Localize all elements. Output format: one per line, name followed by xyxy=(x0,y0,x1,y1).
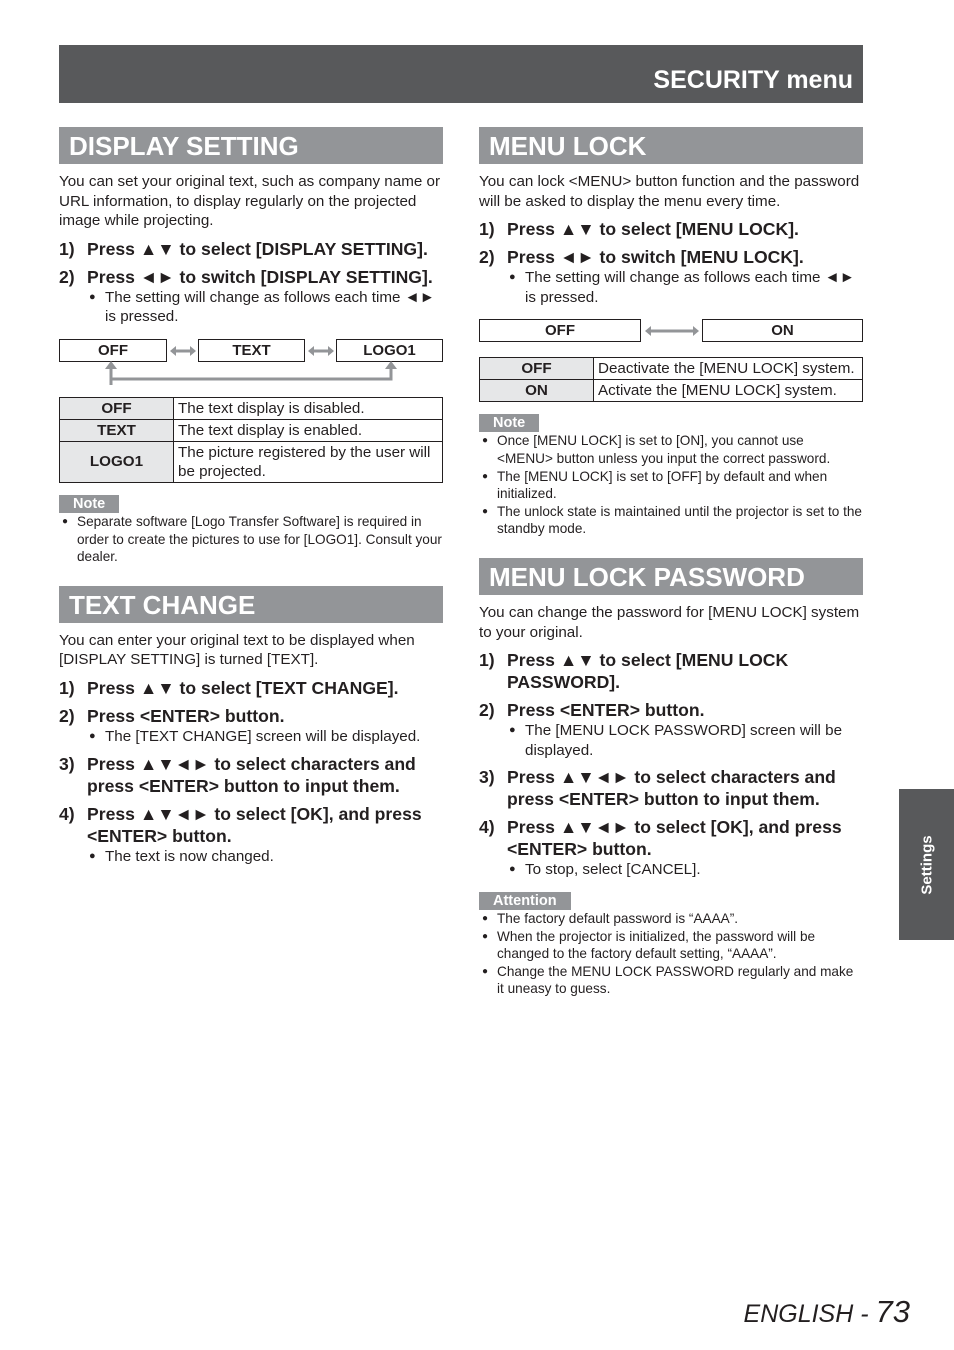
menu-lock-password-step-4 xyxy=(479,816,863,860)
menu-lock-flow xyxy=(479,319,863,355)
menu-lock-section xyxy=(479,127,863,538)
option-desc: Activate the [MENU LOCK] system. xyxy=(594,380,863,402)
option-key: OFF xyxy=(480,358,594,380)
menu-lock-password-bullet: ● The [MENU LOCK PASSWORD] screen will be displayed. xyxy=(479,721,863,760)
step-text: Press <ENTER> button. xyxy=(87,705,285,726)
note-label: Note xyxy=(479,414,539,432)
display-setting-heading: DISPLAY SETTING xyxy=(59,127,443,164)
table-row xyxy=(480,380,863,402)
display-setting-intro: You can set your original text, such as company name or URL information, to display regularly on the projected image while projecting. xyxy=(59,173,441,230)
left-column xyxy=(59,127,443,866)
text-change-step-1 xyxy=(59,677,443,699)
text-change-step-4 xyxy=(59,803,443,847)
step-number: 2) xyxy=(59,705,75,726)
note-label: Note xyxy=(59,495,119,513)
step-number: 1) xyxy=(59,677,75,698)
flow-box-off: OFF xyxy=(479,319,641,342)
step-number: 1) xyxy=(479,650,495,671)
menu-lock-password-intro: You can change the password for [MENU LOCK] system to your original. xyxy=(479,603,860,641)
display-setting-bullet: ● The setting will change as follows each time ◄► is pressed. xyxy=(59,288,443,327)
double-arrow-icon xyxy=(308,345,334,357)
note-item: ● Separate software [Logo Transfer Software] is required in order to create the pictures to use for [LOGO1]. Consult your dealer. xyxy=(59,513,443,566)
step-text: Press ▲▼ to select [MENU LOCK]. xyxy=(507,219,799,240)
menu-lock-heading: MENU LOCK xyxy=(479,127,863,164)
text-change-step-3 xyxy=(59,753,443,797)
text-change-section xyxy=(59,586,443,866)
step-number: 3) xyxy=(479,767,495,788)
step-text: Press ◄► to switch [MENU LOCK]. xyxy=(507,247,804,268)
menu-lock-password-section xyxy=(479,558,863,998)
option-key: ON xyxy=(480,380,594,402)
display-setting-section xyxy=(59,127,443,566)
text-change-intro: You can enter your original text to be displayed when [DISPLAY SETTING] is turned [TEXT]. xyxy=(59,631,415,669)
step-number: 1) xyxy=(59,238,75,259)
flow-box-on: ON xyxy=(702,319,863,342)
step-text: Press ▲▼◄► to select characters and press <ENTER> button to input them. xyxy=(87,753,416,796)
menu-lock-password-heading: MENU LOCK PASSWORD xyxy=(479,558,863,595)
note-item: ● The [MENU LOCK] is set to [OFF] by default and when initialized. xyxy=(479,468,863,503)
option-desc: The picture registered by the user will be projected. xyxy=(174,441,443,482)
table-row xyxy=(60,397,443,419)
text-change-step-2 xyxy=(59,705,443,727)
attention-label: Attention xyxy=(479,892,571,910)
menu-lock-step-1 xyxy=(479,218,863,240)
menu-lock-intro: You can lock <MENU> button function and the password will be asked to display the menu every time. xyxy=(479,173,860,210)
text-change-heading: TEXT CHANGE xyxy=(59,586,443,623)
flow-box-logo1: LOGO1 xyxy=(336,339,443,362)
settings-side-tab xyxy=(899,789,954,940)
step-text: Press ▲▼◄► to select [OK], and press <ENTER> button. xyxy=(87,803,422,846)
attention-item: ● When the projector is initialized, the password will be changed to the factory default setting, “AAAA”. xyxy=(479,928,863,963)
flow-box-off: OFF xyxy=(59,339,167,362)
double-arrow-icon xyxy=(645,325,699,337)
option-desc: Deactivate the [MENU LOCK] system. xyxy=(594,358,863,380)
page-number: 73 xyxy=(875,1294,910,1329)
menu-lock-password-bullet: ● To stop, select [CANCEL]. xyxy=(479,860,863,880)
menu-lock-bullet: ● The setting will change as follows each time ◄► is pressed. xyxy=(479,268,863,307)
step-text: Press ▲▼◄► to select [OK], and press <ENTER> button. xyxy=(507,817,842,860)
menu-lock-password-step-3 xyxy=(479,766,863,810)
option-key: OFF xyxy=(60,397,174,419)
table-row xyxy=(480,358,863,380)
attention-item: ● Change the MENU LOCK PASSWORD regularly and make it uneasy to guess. xyxy=(479,963,863,998)
menu-lock-table xyxy=(479,357,863,402)
note-item: ● Once [MENU LOCK] is set to [ON], you cannot use <MENU> button unless you input the correct password. xyxy=(479,432,863,467)
step-number: 2) xyxy=(479,247,495,268)
menu-lock-password-step-2 xyxy=(479,699,863,721)
step-text: Press <ENTER> button. xyxy=(507,700,705,721)
display-setting-table xyxy=(59,397,443,483)
text-change-bullet: ● The [TEXT CHANGE] screen will be displayed. xyxy=(59,727,443,747)
table-row xyxy=(60,441,443,482)
note-item: ● The unlock state is maintained until the projector is set to the standby mode. xyxy=(479,503,863,538)
flow-box-text: TEXT xyxy=(198,339,305,362)
right-column xyxy=(479,127,863,998)
option-key: LOGO1 xyxy=(60,441,174,482)
option-key: TEXT xyxy=(60,419,174,441)
step-text: Press ▲▼ to select [DISPLAY SETTING]. xyxy=(87,238,428,259)
option-desc: The text display is disabled. xyxy=(174,397,443,419)
display-setting-step-1 xyxy=(59,238,443,260)
step-number: 2) xyxy=(59,266,75,287)
step-number: 2) xyxy=(479,700,495,721)
display-setting-step-2 xyxy=(59,266,443,288)
side-tab-label: Settings xyxy=(918,834,935,895)
page-title: SECURITY menu xyxy=(653,66,853,94)
step-number: 1) xyxy=(479,219,495,240)
footer-language: ENGLISH - xyxy=(743,1300,876,1328)
menu-lock-password-step-1 xyxy=(479,649,863,693)
display-setting-flow xyxy=(59,339,443,395)
step-text: Press ▲▼ to select [TEXT CHANGE]. xyxy=(87,677,399,698)
step-text: Press ◄► to switch [DISPLAY SETTING]. xyxy=(87,266,433,287)
step-number: 3) xyxy=(59,753,75,774)
step-text: Press ▲▼ to select [MENU LOCK PASSWORD]. xyxy=(507,650,789,693)
page-footer xyxy=(744,1294,910,1330)
header-bar xyxy=(59,45,863,103)
option-desc: The text display is enabled. xyxy=(174,419,443,441)
step-text: Press ▲▼◄► to select characters and press <ENTER> button to input them. xyxy=(507,767,836,810)
table-row xyxy=(60,419,443,441)
loop-arrow-icon xyxy=(59,361,443,385)
step-number: 4) xyxy=(59,803,75,824)
step-number: 4) xyxy=(479,817,495,838)
text-change-bullet: ● The text is now changed. xyxy=(59,847,443,867)
menu-lock-step-2 xyxy=(479,246,863,268)
attention-item: ● The factory default password is “AAAA”. xyxy=(479,910,863,928)
double-arrow-icon xyxy=(170,345,196,357)
